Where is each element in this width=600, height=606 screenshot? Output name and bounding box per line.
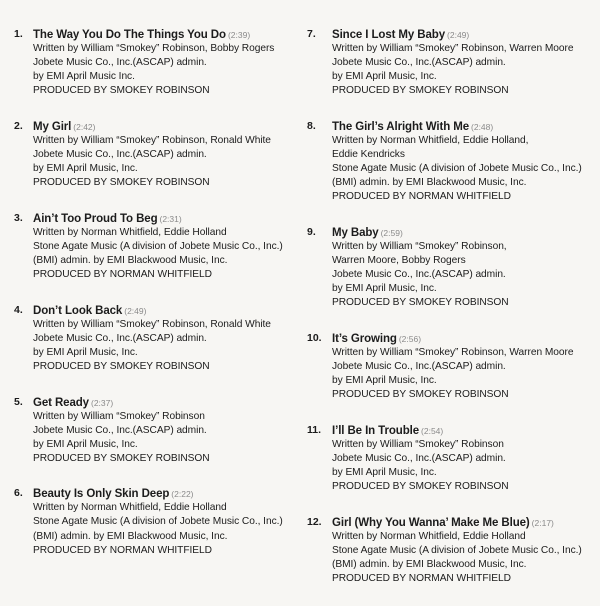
track-credit-line: Stone Agate Music (A division of Jobete Music Co., Inc.) <box>33 240 283 252</box>
track-title-line <box>33 27 304 42</box>
track-credit-line: Written by Norman Whitfield, Eddie Holland <box>33 226 227 238</box>
track-column-right <box>307 27 598 606</box>
track-credit-line: Written by William “Smokey” Robinson <box>332 438 504 450</box>
track-duration: (2:37) <box>90 397 114 408</box>
track-credit-line: PRODUCED BY NORMAN WHITFIELD <box>33 269 212 281</box>
track-credit-line: PRODUCED BY SMOKEY ROBINSON <box>33 360 210 372</box>
track-credit-line: Jobete Music Co., Inc.(ASCAP) admin. <box>33 424 207 436</box>
track-credit-line: Written by William “Smokey” Robinson, Bobby Rogers <box>33 43 275 54</box>
track-number: 12. <box>307 515 322 528</box>
track-credit-line: PRODUCED BY SMOKEY ROBINSON <box>332 389 509 401</box>
track-number: 5. <box>14 395 23 408</box>
track-title-line <box>332 27 598 42</box>
track-entry <box>307 119 598 204</box>
track-entry <box>307 331 598 402</box>
track-credit-line: Written by Norman Whitfield, Eddie Holland <box>33 502 227 514</box>
track-credit-line: Written by William “Smokey” Robinson, Warren Moore <box>332 43 574 54</box>
track-number: 1. <box>14 28 23 40</box>
track-credit-line: Written by Norman Whitfield, Eddie Holland <box>332 530 526 542</box>
track-credit-line: Jobete Music Co., Inc.(ASCAP) admin. <box>33 332 207 344</box>
track-credit-line: Written by William “Smokey” Robinson, <box>332 240 507 252</box>
track-credit-line: Jobete Music Co., Inc.(ASCAP) admin. <box>332 57 506 69</box>
track-credit-line: by EMI April Music Inc. <box>33 71 135 83</box>
track-title: My Baby <box>332 226 379 239</box>
track-credit-line: by EMI April Music, Inc. <box>33 438 138 450</box>
track-credit-line: (BMI) admin. by EMI Blackwood Music, Inc. <box>33 530 228 542</box>
track-title-line <box>332 119 598 134</box>
track-credit-line: by EMI April Music, Inc. <box>33 346 138 358</box>
track-credit-line: by EMI April Music, Inc. <box>332 283 437 295</box>
track-title-line <box>33 486 304 501</box>
track-duration: (2:42) <box>73 121 96 132</box>
track-credit-line: PRODUCED BY SMOKEY ROBINSON <box>33 85 210 97</box>
track-credit-line: (BMI) admin. by EMI Blackwood Music, Inc. <box>332 558 527 570</box>
track-title-line <box>332 423 598 438</box>
track-entry <box>307 27 598 98</box>
track-credit-line: Jobete Music Co., Inc.(ASCAP) admin. <box>332 360 506 372</box>
track-duration: (2:39) <box>227 30 251 40</box>
track-credit-line: Written by William “Smokey” Robinson, Ronald White <box>33 134 271 146</box>
track-number: 9. <box>307 225 316 238</box>
track-credit-line: PRODUCED BY SMOKEY ROBINSON <box>332 297 509 309</box>
track-credit-line: Written by Norman Whitfield, Eddie Holland, <box>332 134 529 146</box>
track-credit-line: by EMI April Music, Inc. <box>33 163 138 175</box>
track-credit-line: by EMI April Music, Inc. <box>332 375 437 386</box>
track-credit-line: Warren Moore, Bobby Rogers <box>332 254 466 266</box>
track-title-line <box>33 395 304 410</box>
track-duration: (2:49) <box>124 305 147 316</box>
track-number: 7. <box>307 28 316 40</box>
track-duration: (2:22) <box>171 489 194 500</box>
track-title: The Way You Do The Things You Do <box>33 29 226 41</box>
track-duration: (2:54) <box>421 425 444 436</box>
track-credit-line: Jobete Music Co., Inc.(ASCAP) admin. <box>33 148 207 160</box>
track-credit-line: (BMI) admin. by EMI Blackwood Music, Inc. <box>33 254 228 266</box>
track-credit-line: PRODUCED BY SMOKEY ROBINSON <box>332 85 509 97</box>
track-credit-line: PRODUCED BY SMOKEY ROBINSON <box>33 452 210 464</box>
track-credit-line: Written by William “Smokey” Robinson, Warren Moore <box>332 346 574 358</box>
track-entry <box>14 486 304 557</box>
track-duration: (2:48) <box>471 121 494 132</box>
track-duration: (2:49) <box>447 30 470 40</box>
track-entry <box>14 303 304 374</box>
track-title: It’s Growing <box>332 332 397 345</box>
track-credit-line: (BMI) admin. by EMI Blackwood Music, Inc. <box>332 177 527 189</box>
track-number: 8. <box>307 119 316 132</box>
track-entry <box>307 423 598 494</box>
track-title: Since I Lost My Baby <box>332 29 446 41</box>
track-title-line <box>332 331 598 346</box>
track-title-line <box>33 119 304 134</box>
track-column-left <box>14 27 304 578</box>
track-entry <box>307 225 598 310</box>
track-duration: (2:56) <box>398 333 422 344</box>
track-credit-line: Eddie Kendricks <box>332 148 405 160</box>
track-number: 2. <box>14 119 23 132</box>
track-credit-line: PRODUCED BY SMOKEY ROBINSON <box>332 480 509 492</box>
track-title-line <box>33 303 304 318</box>
track-credit-line: PRODUCED BY NORMAN WHITFIELD <box>332 191 511 203</box>
track-entry <box>14 27 304 98</box>
track-entry <box>14 395 304 466</box>
track-credit-line: Written by William “Smokey” Robinson <box>33 410 205 422</box>
track-title: My Girl <box>33 120 72 133</box>
track-credit-line: by EMI April Music, Inc. <box>332 466 437 478</box>
track-number: 10. <box>307 331 322 344</box>
track-credit-line: Stone Agate Music (A division of Jobete Music Co., Inc.) <box>332 544 582 556</box>
track-title: Ain’t Too Proud To Beg <box>33 212 158 225</box>
track-number: 11. <box>307 423 322 436</box>
track-credit-line: PRODUCED BY NORMAN WHITFIELD <box>332 572 511 584</box>
track-credit-line: Jobete Music Co., Inc.(ASCAP) admin. <box>332 452 506 464</box>
track-title: Don’t Look Back <box>33 304 123 317</box>
track-duration: (2:59) <box>380 227 403 238</box>
track-credit-line: PRODUCED BY NORMAN WHITFIELD <box>33 544 212 556</box>
track-number: 3. <box>14 211 23 224</box>
track-credit-line: PRODUCED BY SMOKEY ROBINSON <box>33 177 210 189</box>
track-credit-line: by EMI April Music, Inc. <box>332 71 437 83</box>
track-title: The Girl’s Alright With Me <box>332 120 470 133</box>
track-credit-line: Written by William “Smokey” Robinson, Ronald White <box>33 318 271 330</box>
track-title: I’ll Be In Trouble <box>332 424 420 437</box>
track-entry <box>14 119 304 190</box>
track-duration: (2:31) <box>159 213 182 224</box>
track-title: Get Ready <box>33 396 89 409</box>
track-credit-line: Jobete Music Co., Inc.(ASCAP) admin. <box>332 269 506 281</box>
track-number: 4. <box>14 303 23 316</box>
track-credit-line: Jobete Music Co., Inc.(ASCAP) admin. <box>33 57 207 69</box>
track-duration: (2:17) <box>531 517 554 528</box>
track-title-line <box>33 211 304 226</box>
track-number: 6. <box>14 487 23 500</box>
track-entry <box>14 211 304 282</box>
track-entry <box>307 515 598 586</box>
track-title: Girl (Why You Wanna’ Make Me Blue) <box>332 516 530 529</box>
track-credit-line: Stone Agate Music (A division of Jobete Music Co., Inc.) <box>332 163 582 175</box>
track-title-line <box>332 515 598 530</box>
track-credit-line: Stone Agate Music (A division of Jobete Music Co., Inc.) <box>33 516 283 528</box>
track-title-line <box>332 225 598 240</box>
track-title: Beauty Is Only Skin Deep <box>33 488 170 501</box>
